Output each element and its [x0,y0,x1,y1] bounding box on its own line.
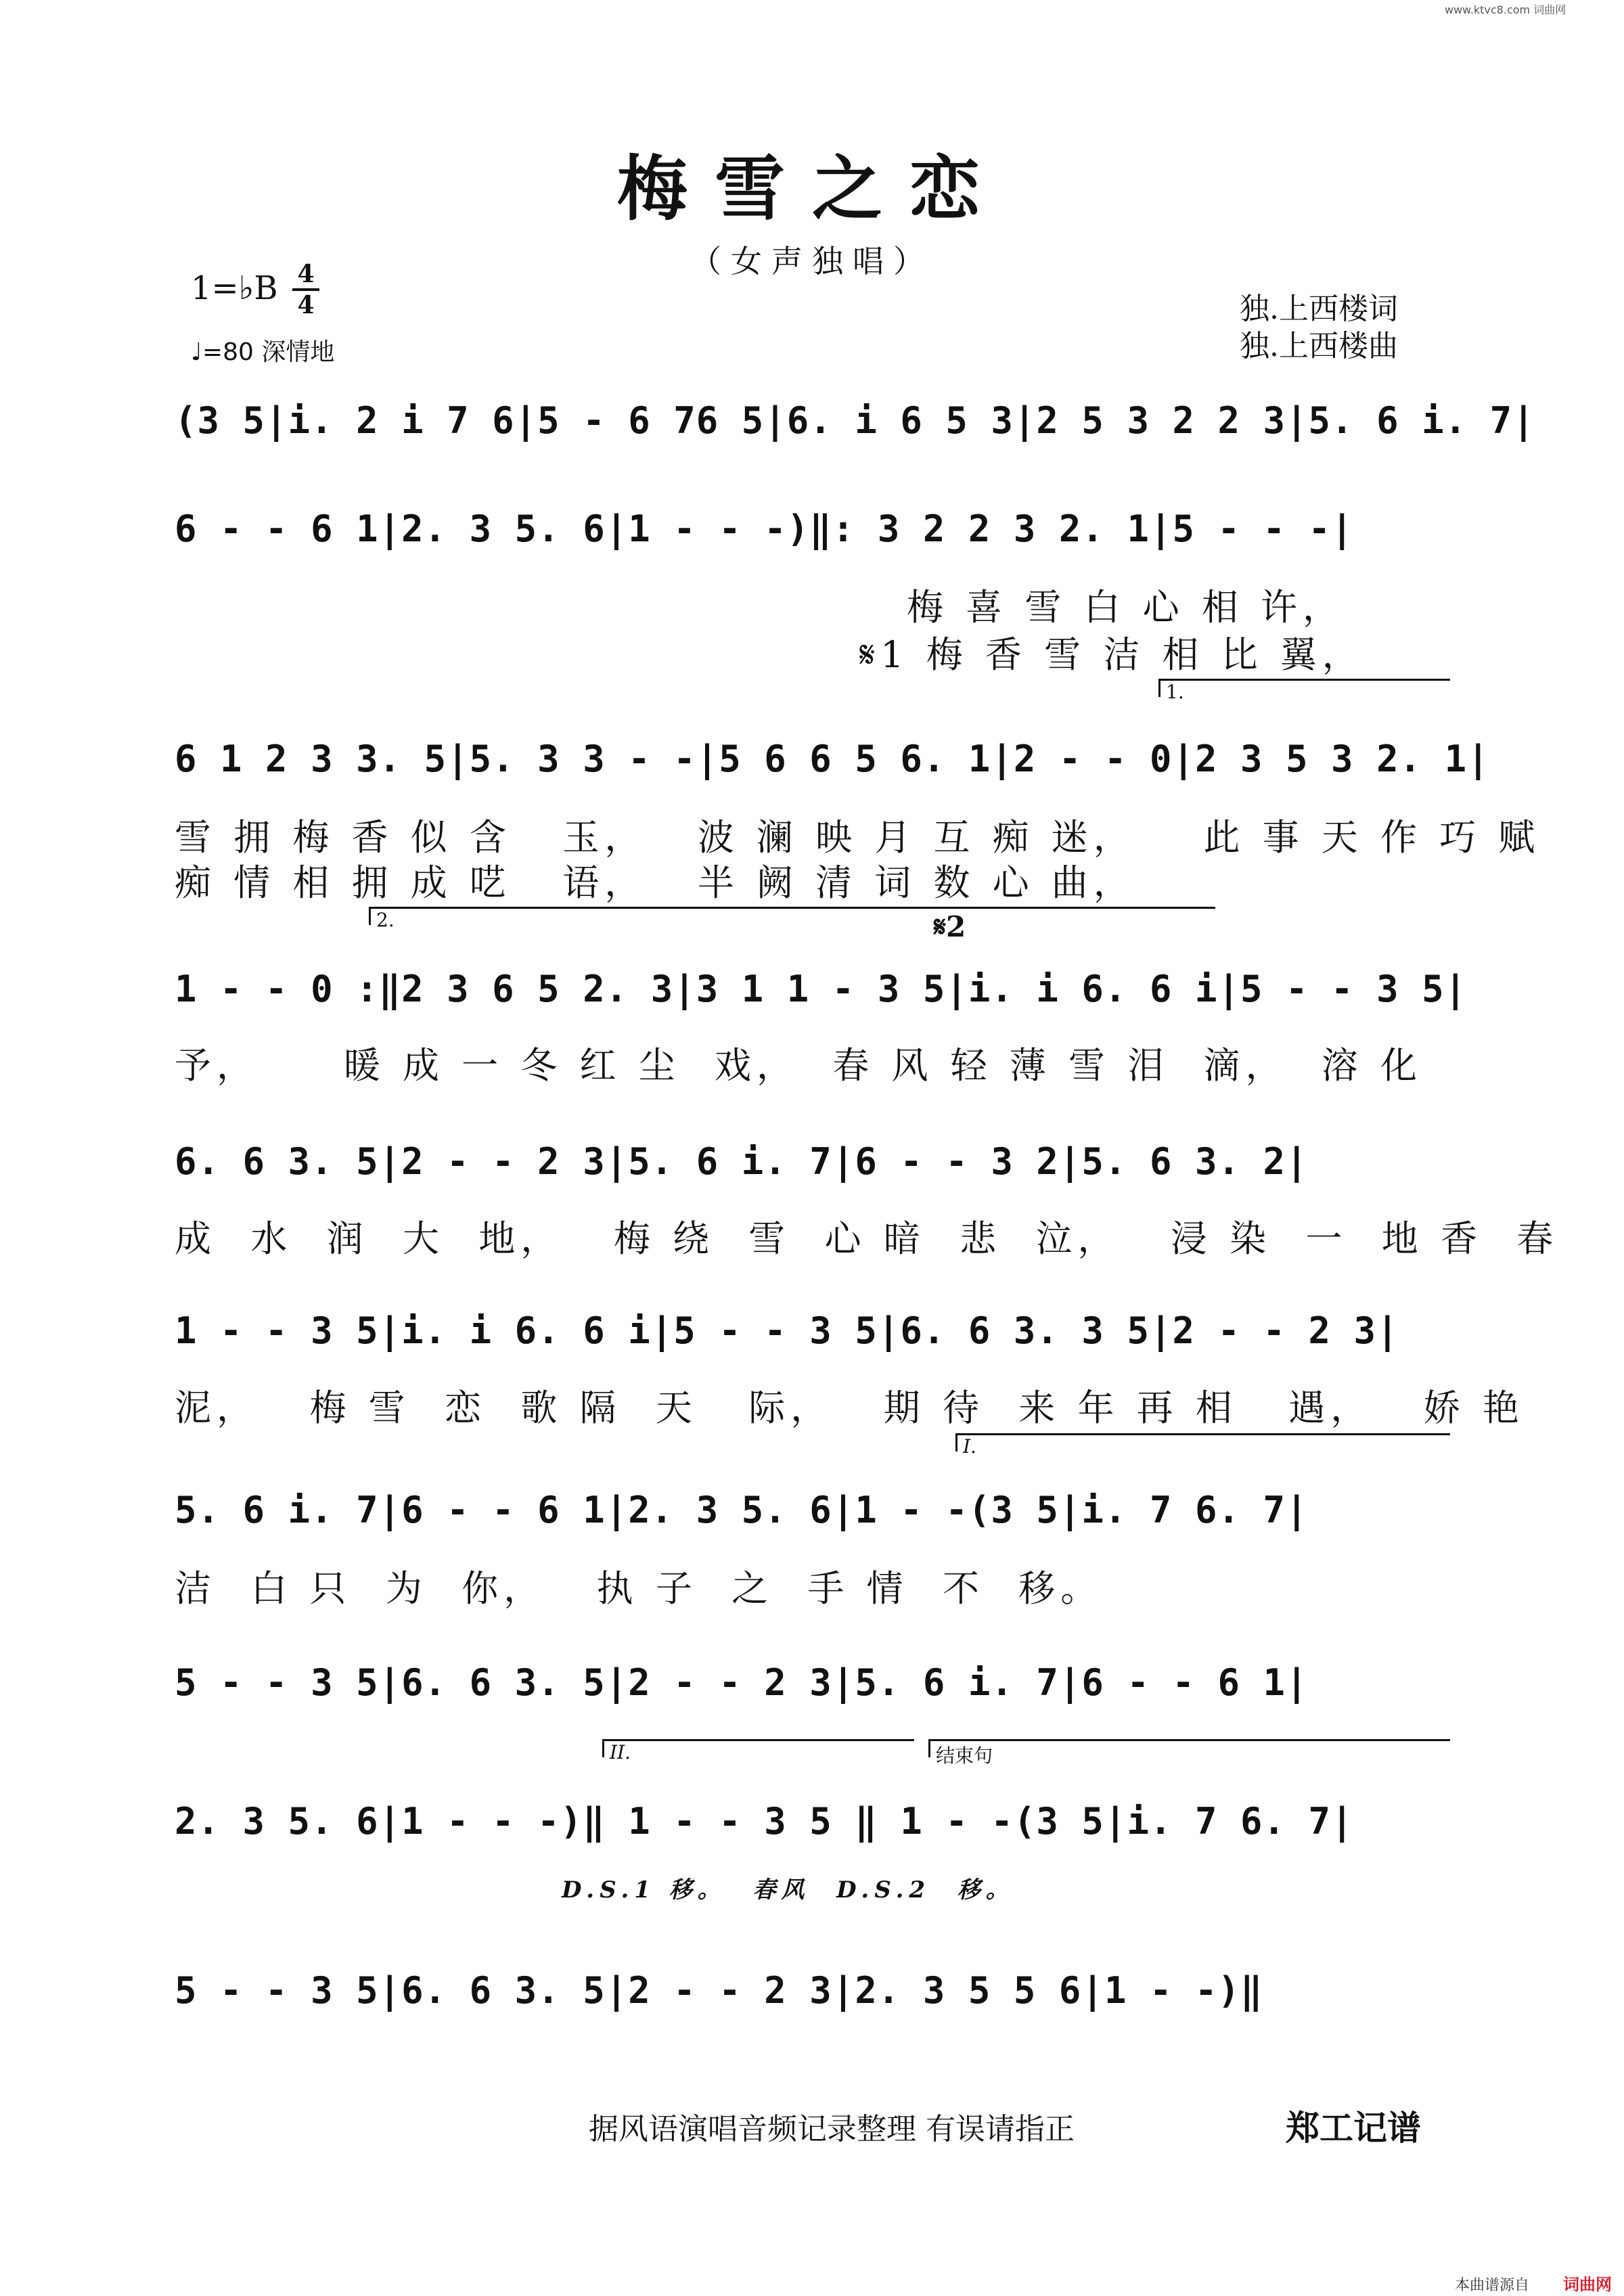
time-signature [292,261,319,318]
meter-bottom: 4 [297,291,315,319]
composer-credit: 独.上西楼曲 [1240,329,1398,363]
meter-top: 4 [297,260,315,288]
footer-note: 据风语演唱音频记录整理 有误请指正 [589,2112,1075,2146]
source-text: 本曲谱源自 [1455,2277,1530,2294]
subtitle: （女声独唱） [690,243,934,279]
lyric-row-3-verse-2: 痴 情 相 拥 成 呓 语， 半 阙 清 词 数 心 曲， [175,861,1135,904]
volta-roman-second: II. [602,1739,914,1757]
lyric-row-2-verse-2: 𝄋1 梅 香 雪 洁 相 比 翼， [859,633,1364,676]
score-row-4: 1 - - 0 :‖2 3 6 5 2. 3|3 1 1 - 3 5|i. i 6. 6 i|5 - - 3 5| [175,968,1468,1010]
segno-2-mark: 𝄋2 [934,910,966,943]
site-logo[interactable]: 词曲网 [1563,2275,1612,2294]
lyric-row-7: 洁 白 只 为 你， 执 子 之 手 情 不 移。 [175,1567,1103,1610]
lyric-row-6: 泥， 梅 雪 恋 歌 隔 天 际， 期 待 来 年 再 相 遇， 娇 艳 [175,1387,1525,1429]
volta-ending-phrase: 结束句 [928,1739,1450,1757]
tempo-marking: ♩=80 深情地 [191,338,335,366]
score-row-2: 6 - - 6 1|2. 3 5. 6|1 - - -)‖: 3 2 2 3 2. 1|5 - - -| [175,508,1354,550]
key-signature: 1=♭B [191,269,278,307]
score-row-5: 6. 6 3. 5|2 - - 2 3|5. 6 i. 7|6 - - 3 2|5. 6 3. 2| [175,1140,1309,1183]
lyric-row-9-ds: D.S.1 移。 春风 D.S.2 移。 [562,1876,1014,1904]
score-row-1: (3 5|i. 2 i 7 6|5 - 6 76 5|6. i 6 5 3|2 5 3 2 2 3|5. 6 i. 7| [175,399,1535,442]
site-url: www.ktvc8.com 词曲网 [1445,3,1566,16]
lyric-row-5: 成 水 润 大 地， 梅 绕 雪 心 暗 悲 泣， 浸 染 一 地 香 春 [175,1217,1559,1260]
score-row-8: 5 - - 3 5|6. 6 3. 5|2 - - 2 3|5. 6 i. 7|6 - - 6 1| [175,1661,1309,1704]
score-row-7: 5. 6 i. 7|6 - - 6 1|2. 3 5. 6|1 - -(3 5|i. 7 6. 7| [175,1489,1309,1531]
volta-roman-first: I. [955,1433,1450,1451]
lyric-row-3-verse-1: 雪 拥 梅 香 似 含 玉， 波 澜 映 月 互 痴 迷， 此 事 天 作 巧 赋 [175,816,1541,859]
score-row-3: 6 1 2 3 3. 5|5. 3 3 - -|5 6 6 5 6. 1|2 - - 0|2 3 5 3 2. 1| [175,738,1490,780]
page-title: 梅雪之恋 [616,147,1007,230]
score-row-9: 2. 3 5. 6|1 - - -)‖ 1 - - 3 5 ‖ 1 - -(3 5|i. 7 6. 7| [175,1800,1354,1843]
volta-second-ending: 2. [369,907,1215,925]
score-row-6: 1 - - 3 5|i. i 6. 6 i|5 - - 3 5|6. 6 3. 3 5|2 - - 2 3| [175,1309,1399,1352]
volta-first-ending: 1. [1158,679,1450,697]
footer-transcriber-mark: 郑工记谱 [1286,2109,1421,2148]
lyricist-credit: 独.上西楼词 [1240,292,1398,326]
score-row-10: 5 - - 3 5|6. 6 3. 5|2 - - 2 3|2. 3 5 5 6|1 - -)‖ [175,1969,1263,2012]
lyric-row-2-verse-1: 梅 喜 雪 白 心 相 许， [907,586,1345,629]
lyric-row-4: 予， 暖 成 一 冬 红 尘 戏， 春 风 轻 薄 雪 泪 滴， 溶 化 [175,1044,1422,1087]
